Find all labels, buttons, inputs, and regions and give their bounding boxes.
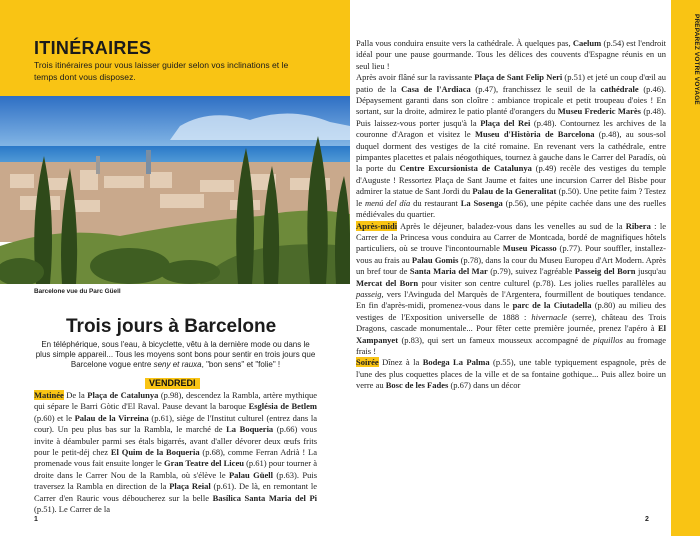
place-name: Gran Teatre del Liceu [163, 458, 244, 469]
place-name: Plaça de Sant Felip Neri [474, 72, 563, 83]
place-name: Palau de la Virreina [74, 412, 149, 423]
day-tag: VENDREDI [145, 378, 200, 389]
time-marker: Matinée [34, 390, 64, 400]
time-marker: Soirée [356, 357, 379, 368]
text: (p.51) et jeté un coup d'œil au patio de la [356, 72, 667, 94]
text: (p.98), descendez la Rambla, artère mythique qui sépare le Barri Gòtic d'El Raval. Pause devant la baroque [34, 390, 318, 412]
text: Après avoir flâné sur la ravissante [356, 72, 475, 83]
paragraph [356, 357, 666, 391]
place-name: Plaça de Catalunya [87, 390, 159, 400]
place-name: Palau Gomis [411, 254, 459, 265]
emphasis: menú del día [364, 197, 411, 208]
place-name: Museu Frederic Marès [557, 106, 641, 117]
place-name: cathédrale [600, 83, 639, 94]
text: au fromage frais ! [356, 334, 667, 356]
paragraph [356, 72, 666, 220]
place-name: Bosc de les Fades [385, 380, 449, 391]
itinerary-intro [34, 340, 317, 370]
place-name: El Quim de la Boqueria [110, 447, 200, 458]
text: (p.61), siège de l'Institut culturel (entrez dans la cour). Un peu plus bas sur la Rambla, le marché de [34, 412, 317, 435]
section-title: ITINÉRAIRES [34, 38, 152, 58]
text: (serre), château des Trois Dragons, cascade monumentale... Pour fêter cette première journée, prenez l'apéro à [356, 311, 666, 334]
text: (p.78), dans la cour du Museu Europeu d'Art Modern. Après un bref tour de [356, 254, 666, 277]
place-name: Casa de l'Ardiaca [401, 83, 471, 94]
text: pour visiter son centre culturel (p.78). Les jolies ruelles parallèles au [418, 277, 666, 288]
place-name: Basílica Santa Maria del Pi [212, 492, 317, 503]
text: (p.48). Puis laissez-vous porter jusqu'à la [356, 106, 666, 128]
text: (p.80) au milieu des vestiges de l'Exposition universelle de 1888 : [356, 300, 666, 322]
place-name: La Boqueria [226, 424, 274, 435]
place-name: La Sosenga [460, 197, 503, 208]
emphasis: piquillos [593, 334, 623, 345]
place-name: Església de Betlem [248, 401, 317, 412]
place-name: Mercat del Born [356, 277, 419, 288]
text: (p.50). Une petite faim ? Testez le [356, 186, 667, 208]
text: Après le déjeuner, baladez-vous dans les venelles au sud de la [397, 220, 626, 231]
place-name: Caelum [572, 38, 602, 48]
text: , vers l'Avinguda del Marquès de l'Argentera, fourmillent de boutiques tendance. En fin d'après-midi, promenez-vous dans le [356, 288, 666, 311]
place-name: Museu d'Història de Barcelona [474, 129, 595, 140]
text: jusqu'au [635, 266, 666, 277]
text: Palla vous conduira ensuite vers la cathédrale. À quelques pas, [356, 38, 573, 48]
place-name: Bodega La Palma [422, 357, 490, 368]
section-subtitle: Trois itinéraires pour vous laisser guider selon vos inclinations et le temps dont vous disposez. [34, 60, 289, 82]
text: (p.48), au sous-sol duquel dorment des vestiges de la cité romaine. En revenant vers la cathédrale, entre pimpantes placettes et palais néogothiques, tournez à gauche dans le Carrer del Paradís, où la porte du [356, 129, 666, 174]
text: (p.68), comme Ferran Adrià ! La promenade vous fait ensuite longer le [34, 447, 317, 469]
place-name: El Xampanyet [356, 323, 666, 345]
place-name: Plaça Reial [169, 481, 211, 492]
barcelona-photo [0, 96, 350, 284]
time-marker: Après-midi [356, 220, 398, 231]
place-name: Ribera [625, 220, 651, 231]
place-name: Santa Maria del Mar [409, 266, 488, 277]
intro-emphasis: seny et rauxa [153, 360, 202, 369]
place-name: Palau Güell [228, 469, 273, 480]
page-number-right: 2 [645, 516, 649, 523]
text: (p.61). De là, en remontant le Carrer d'en Rauric vous déboucherez sur la belle [34, 481, 317, 503]
paragraph [356, 221, 666, 358]
tower [96, 156, 100, 174]
intro-text: , "bon sens" et "folie" ! [201, 360, 281, 369]
text: (p.46). Dépaysement garanti dans son cloître : ambiance tropicale et petit troupeau d'oies ! En sortant, sur la droite, admirez le patio planté d'orangers du [356, 83, 666, 117]
text: (p.60) et le [34, 412, 75, 423]
side-tab-label: PRÉPAREZ VOTRE VOYAGE [693, 14, 700, 105]
text: De la [63, 390, 88, 400]
emphasis: hivernacle [531, 311, 568, 322]
itinerary-title: Trois jours à Barcelone [66, 316, 277, 337]
place-name: Centre Excursionista de Catalunya [399, 163, 532, 174]
emphasis: passeig [356, 288, 382, 299]
text: (p.47), franchissez le seuil de la [470, 83, 601, 94]
text: du restaurant [410, 197, 461, 208]
place-name: Plaça del Rei [480, 117, 531, 128]
text: (p.56), une pépite cachée dans une des ruelles médiévales du quartier. [356, 197, 666, 220]
text: (p.79), suivez l'agréable [487, 266, 575, 277]
text: (p.61) pour tourner à droite dans le Carrer Nou de la Rambla, où s'élève le [34, 458, 317, 480]
body-text-right [356, 38, 666, 392]
text: (p.77). Pour souffler, installez-vous au frais au [356, 243, 667, 265]
text: (p.66) vous invite à déambuler parmi ses étals bigarrés, avant d'aller dévorer deux œufs frits pour le petit-déj chez [34, 424, 317, 458]
place-name: parc de la Ciutadella [512, 300, 592, 311]
text: (p.83), qui sert un fameux mousseux accompagné de [398, 334, 594, 345]
paragraph [356, 38, 666, 72]
place-name: Palau de la Generalitat [472, 186, 557, 197]
text: (p.67) dans un décor [448, 380, 521, 391]
intro-text: En téléphérique, sous l'eau, à bicyclette, vêtu à la dernière mode ou dans le plus simple appareil... Tous les moyens sont bons pour sentir en trois jours que Barcelone vogue entre [35, 340, 316, 369]
text: (p.54) est l'endroit idéal pour une pause gourmande. Tous les délices des couvents d'Espagne réunis en un seul lieu ! [356, 38, 667, 71]
photo-caption: Barcelone vue du Parc Güell [34, 288, 121, 295]
text: (p.49) recèle des vestiges du temple d'Auguste ! Ressortez Plaça de Sant Jaume et faites une incursion Carrer del Bisbe pour admirer la statue de Sant Jordi du [356, 163, 666, 197]
body-text-left [34, 390, 317, 515]
page-number-left: 1 [34, 516, 38, 523]
place-name: Museu Picasso [502, 243, 557, 254]
text: Dînez à la [378, 357, 423, 368]
tower [146, 150, 151, 174]
text: (p.55), une table typiquement espagnole, près de l'une des plus coquettes places de la ville et de sa fontaine gothique... Puis allez boire un verre au [356, 357, 666, 391]
text: (p.48). Contournez les archives de la couronne d'Aragon et visitez le [356, 117, 666, 140]
text: (p.63). Puis traversez la Rambla en direction de la [34, 469, 317, 492]
text: (p.51). Le Carrer de la [34, 504, 110, 515]
place-name: Passeig del Born [574, 266, 636, 277]
text: : le Carrer de la Princesa vous conduira au Carrer de Montcada, bordé de magnifiques hôtels particuliers, où se trouve l'incontournable [356, 220, 666, 254]
